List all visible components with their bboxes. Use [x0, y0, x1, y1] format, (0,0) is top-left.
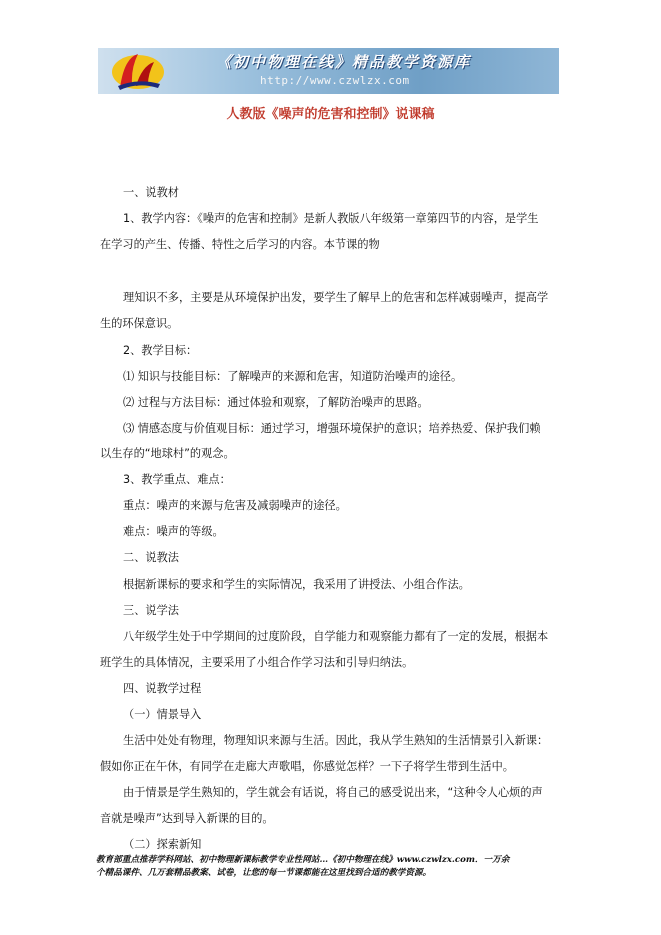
paragraph: （一）情景导入 — [123, 708, 202, 721]
site-logo-icon — [98, 48, 168, 94]
paragraph: 三、说学法 — [123, 604, 179, 617]
paragraph: （二）探索新知 — [123, 838, 202, 851]
site-banner — [98, 48, 559, 94]
paragraph: ⑶ 情感态度与价值观目标：通过学习，增强环境保护的意识；培养热爱、保护我们赖 — [123, 422, 541, 435]
paragraph: 二、说教法 — [123, 551, 179, 564]
paragraph: 重点：噪声的来源与危害及减弱噪声的途径。 — [123, 499, 347, 512]
banner-url[interactable]: http://www.czwlzx.com — [260, 74, 410, 87]
footer-line: 教育部重点推荐学科网站、初中物理新课标教学专业性网站…《初中物理在线》www.czwlzx.com．一万余 — [96, 855, 510, 865]
paragraph: 生的环保意识。 — [100, 317, 179, 330]
paragraph: 八年级学生处于中学期间的过度阶段，自学能力和观察能力都有了一定的发展，根据本 — [123, 630, 549, 643]
paragraph: 理知识不多，主要是从环境保护出发，要学生了解早上的危害和怎样减弱噪声，提高学 — [123, 291, 549, 304]
paragraph: 一、说教材 — [123, 186, 179, 199]
paragraph: 由于情景是学生熟知的，学生就会有话说，将自己的感受说出来，“这种令人心烦的声 — [123, 786, 543, 799]
paragraph: 2、教学目标： — [123, 344, 198, 357]
banner-title: 《初中物理在线》精品教学资源库 — [216, 53, 472, 71]
footer-line: 个精品课件、几万套精品教案、试卷，让您的每一节课都能在这里找到合适的教学资源。 — [96, 868, 432, 878]
paragraph: 音就是噪声”达到导入新课的目的。 — [100, 812, 274, 825]
paragraph: 四、说教学过程 — [123, 682, 202, 695]
paragraph: ⑴ 知识与技能目标：了解噪声的来源和危害，知道防治噪声的途径。 — [123, 370, 463, 383]
paragraph: 生活中处处有物理，物理知识来源与生活。因此，我从学生熟知的生活情景引入新课： — [123, 734, 549, 747]
paragraph: 假如你正在午休，有同学在走廊大声歌唱，你感觉怎样？一下子将学生带到生活中。 — [100, 760, 514, 773]
paragraph: 1、教学内容：《噪声的危害和控制》是新人教版八年级第一章第四节的内容，是学生 — [123, 212, 539, 225]
paragraph: ⑵ 过程与方法目标：通过体验和观察，了解防治噪声的思路。 — [123, 396, 429, 409]
document-title: 人教版《噪声的危害和控制》说课稿 — [226, 107, 435, 122]
paragraph: 在学习的产生、传播、特性之后学习的内容。本节课的物 — [100, 238, 380, 251]
paragraph: 根据新课标的要求和学生的实际情况，我采用了讲授法、小组合作法。 — [123, 578, 470, 591]
paragraph: 班学生的具体情况，主要采用了小组合作学习法和引导归纳法。 — [100, 656, 414, 669]
paragraph: 以生存的“地球村”的观念。 — [100, 447, 235, 460]
paragraph: 难点：噪声的等级。 — [123, 525, 224, 538]
paragraph: 3、教学重点、难点： — [123, 473, 231, 486]
